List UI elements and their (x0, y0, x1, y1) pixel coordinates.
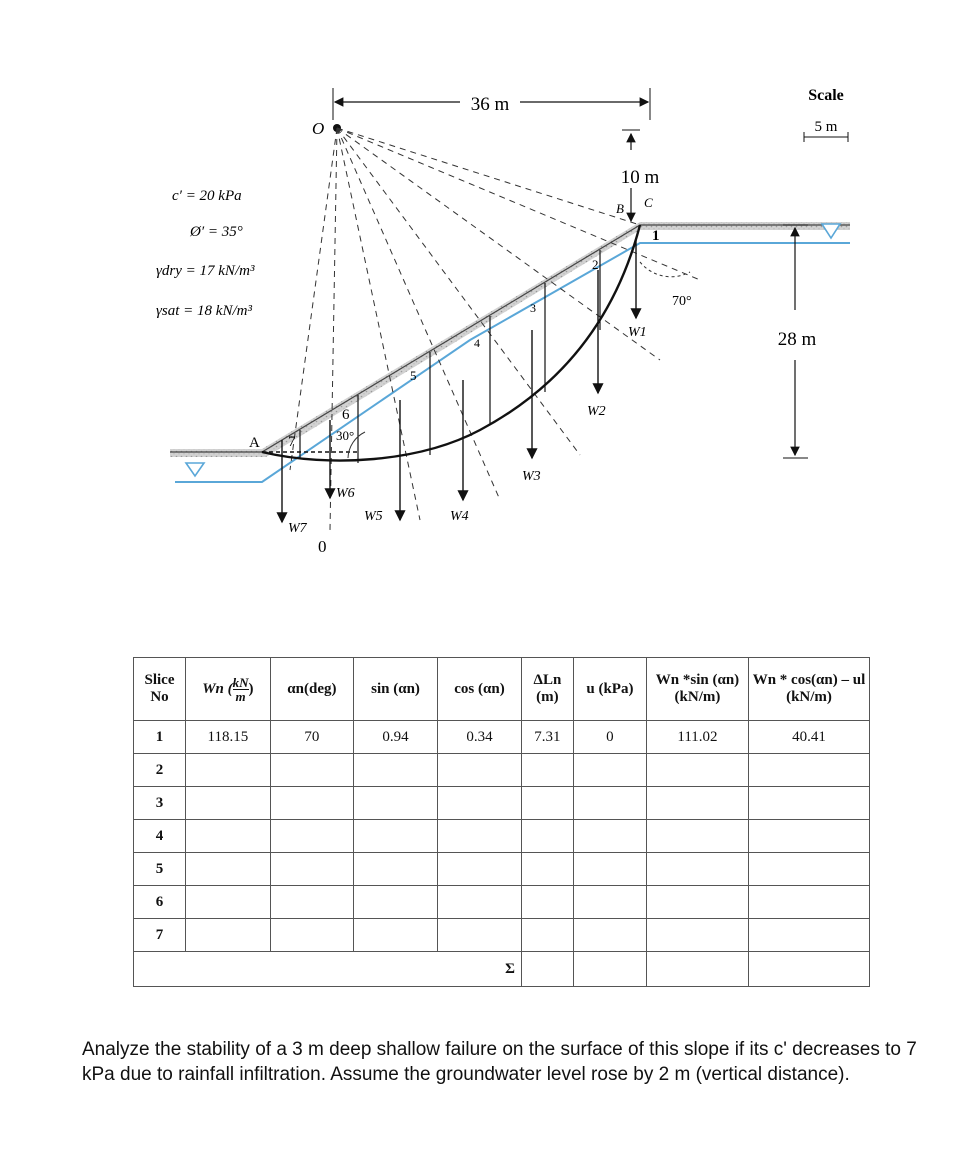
cell-dln (521, 787, 573, 820)
sum-cell-blank (134, 952, 522, 987)
header-wn-fraction (233, 676, 249, 703)
cell-u (573, 754, 646, 787)
cell-cos: 0.34 (438, 721, 522, 754)
cell-wn (186, 820, 271, 853)
dimension-28m: 28 m (777, 329, 817, 350)
cell-cos (438, 886, 522, 919)
cell-dln: 7.31 (521, 721, 573, 754)
cell-cos (438, 787, 522, 820)
angle-30-label: 30° (336, 428, 355, 443)
slice-num-7: 7 (288, 434, 296, 450)
slice-num-2: 2 (592, 257, 599, 272)
cell-dln (521, 886, 573, 919)
header-u: u (kPa) (573, 658, 646, 721)
header-dln: ΔLn (m) (521, 658, 573, 721)
table-sum-row (134, 952, 870, 987)
cell-u (573, 787, 646, 820)
slice-num-4: 4 (474, 336, 480, 350)
cell-wn-sin (646, 853, 748, 886)
slice-num-6: 6 (342, 407, 350, 423)
weight-label-5: W5 (364, 509, 383, 524)
header-wn-cos: Wn * cos(αn) – ul (kN/m) (748, 658, 869, 721)
table-row (134, 721, 870, 754)
cell-u (573, 886, 646, 919)
weight-label-1: W1 (628, 325, 647, 340)
table-row (134, 820, 870, 853)
cell-slice-no: 3 (134, 787, 186, 820)
cell-cos (438, 853, 522, 886)
cell-dln (521, 853, 573, 886)
cell-wn-sin (646, 754, 748, 787)
table-row (134, 754, 870, 787)
cell-wn-cos (748, 820, 869, 853)
prop-gamma-sat: γsat = 18 kN/m³ (156, 303, 252, 319)
cell-sin (354, 886, 438, 919)
sum-cell-wn-cos (748, 952, 869, 987)
angle-70-label: 70° (672, 294, 692, 309)
cell-wn-sin (646, 886, 748, 919)
cell-alpha (270, 820, 353, 853)
cell-u (573, 820, 646, 853)
cell-wn-sin: 111.02 (646, 721, 748, 754)
water-symbol-right (822, 224, 840, 238)
prop-gamma-dry: γdry = 17 kN/m³ (156, 263, 255, 279)
weight-arrows (282, 240, 636, 522)
cell-wn-sin (646, 820, 748, 853)
prop-phi-prime: Ø′ = 35° (190, 224, 243, 240)
weight-label-7: W7 (288, 521, 307, 536)
scale-value: 5 m (814, 119, 838, 135)
cell-slice-no: 7 (134, 919, 186, 952)
header-wn (186, 658, 271, 721)
point-b-label: B (616, 201, 624, 216)
cell-alpha: 70 (270, 721, 353, 754)
cell-wn (186, 787, 271, 820)
cell-wn-cos: 40.41 (748, 721, 869, 754)
header-cos: cos (αn) (438, 658, 522, 721)
slice-calculation-table (133, 657, 870, 987)
cell-wn-cos (748, 787, 869, 820)
cell-alpha (270, 886, 353, 919)
cell-sin (354, 754, 438, 787)
point-a-label: A (249, 435, 260, 451)
cell-wn-cos (748, 919, 869, 952)
slice-num-1: 1 (652, 228, 660, 244)
cell-slice-no: 2 (134, 754, 186, 787)
cell-u (573, 853, 646, 886)
cell-alpha (270, 787, 353, 820)
table-row (134, 919, 870, 952)
center-label: O (312, 119, 325, 138)
cell-u: 0 (573, 721, 646, 754)
table-row (134, 853, 870, 886)
cell-sin (354, 787, 438, 820)
cell-sin: 0.94 (354, 721, 438, 754)
cell-slice-no: 6 (134, 886, 186, 919)
header-sin: sin (αn) (354, 658, 438, 721)
cell-dln (521, 919, 573, 952)
sum-cell-u (573, 952, 646, 987)
header-wn-prefix: Wn ( (202, 680, 233, 697)
cell-u (573, 919, 646, 952)
cell-sin (354, 919, 438, 952)
cell-wn-cos (748, 853, 869, 886)
question-text: Analyze the stability of a 3 m deep shallow failure on the surface of this slope if its c' decreases to 7 kPa due to rainfall infiltration. Assume the groundwater level rose by 2 m (vertical distance). (82, 1039, 917, 1085)
cell-sin (354, 853, 438, 886)
header-slice-no: Slice No (134, 658, 186, 721)
weight-label-6: W6 (336, 486, 355, 501)
point-c-label: C (644, 195, 653, 210)
scale-title: Scale (808, 87, 844, 104)
slice-num-5: 5 (410, 368, 417, 383)
cell-slice-no: 1 (134, 721, 186, 754)
sum-symbol: Σ (505, 960, 515, 977)
dimension-36m: 36 m (470, 94, 510, 115)
dimension-10m: 10 m (620, 167, 660, 188)
cell-wn-sin (646, 787, 748, 820)
cell-slice-no: 4 (134, 820, 186, 853)
ground-line (170, 225, 850, 452)
cell-dln (521, 754, 573, 787)
cell-cos (438, 820, 522, 853)
cell-alpha (270, 853, 353, 886)
prop-c-prime: c′ = 20 kPa (172, 188, 242, 204)
cell-dln (521, 820, 573, 853)
slice-num-3: 3 (530, 301, 536, 315)
cell-cos (438, 919, 522, 952)
header-wn-suffix: ) (248, 680, 254, 697)
header-wn-sin: Wn *sin (αn) (kN/m) (646, 658, 748, 721)
cell-wn-cos (748, 886, 869, 919)
cell-wn (186, 754, 271, 787)
cell-sin (354, 820, 438, 853)
water-symbol-left (186, 463, 204, 476)
ground-surface (170, 222, 850, 457)
header-wn-denominator: m (235, 688, 246, 704)
cell-wn (186, 886, 271, 919)
cell-wn-cos (748, 754, 869, 787)
weight-label-3: W3 (522, 469, 541, 484)
table-header-row (134, 658, 870, 721)
sum-cell-dln (521, 952, 573, 987)
cell-cos (438, 754, 522, 787)
cell-alpha (270, 754, 353, 787)
table-row (134, 787, 870, 820)
zero-label: 0 (318, 537, 327, 556)
weight-label-2: W2 (587, 404, 606, 419)
cell-wn-sin (646, 919, 748, 952)
cell-wn (186, 853, 271, 886)
cell-alpha (270, 919, 353, 952)
cell-wn (186, 919, 271, 952)
table-row (134, 886, 870, 919)
cell-wn: 118.15 (186, 721, 271, 754)
weight-label-4: W4 (450, 509, 469, 524)
header-wn-numerator: kN (232, 674, 249, 690)
header-alpha: αn(deg) (270, 658, 353, 721)
cell-slice-no: 5 (134, 853, 186, 886)
sum-cell-wn-sin (646, 952, 748, 987)
